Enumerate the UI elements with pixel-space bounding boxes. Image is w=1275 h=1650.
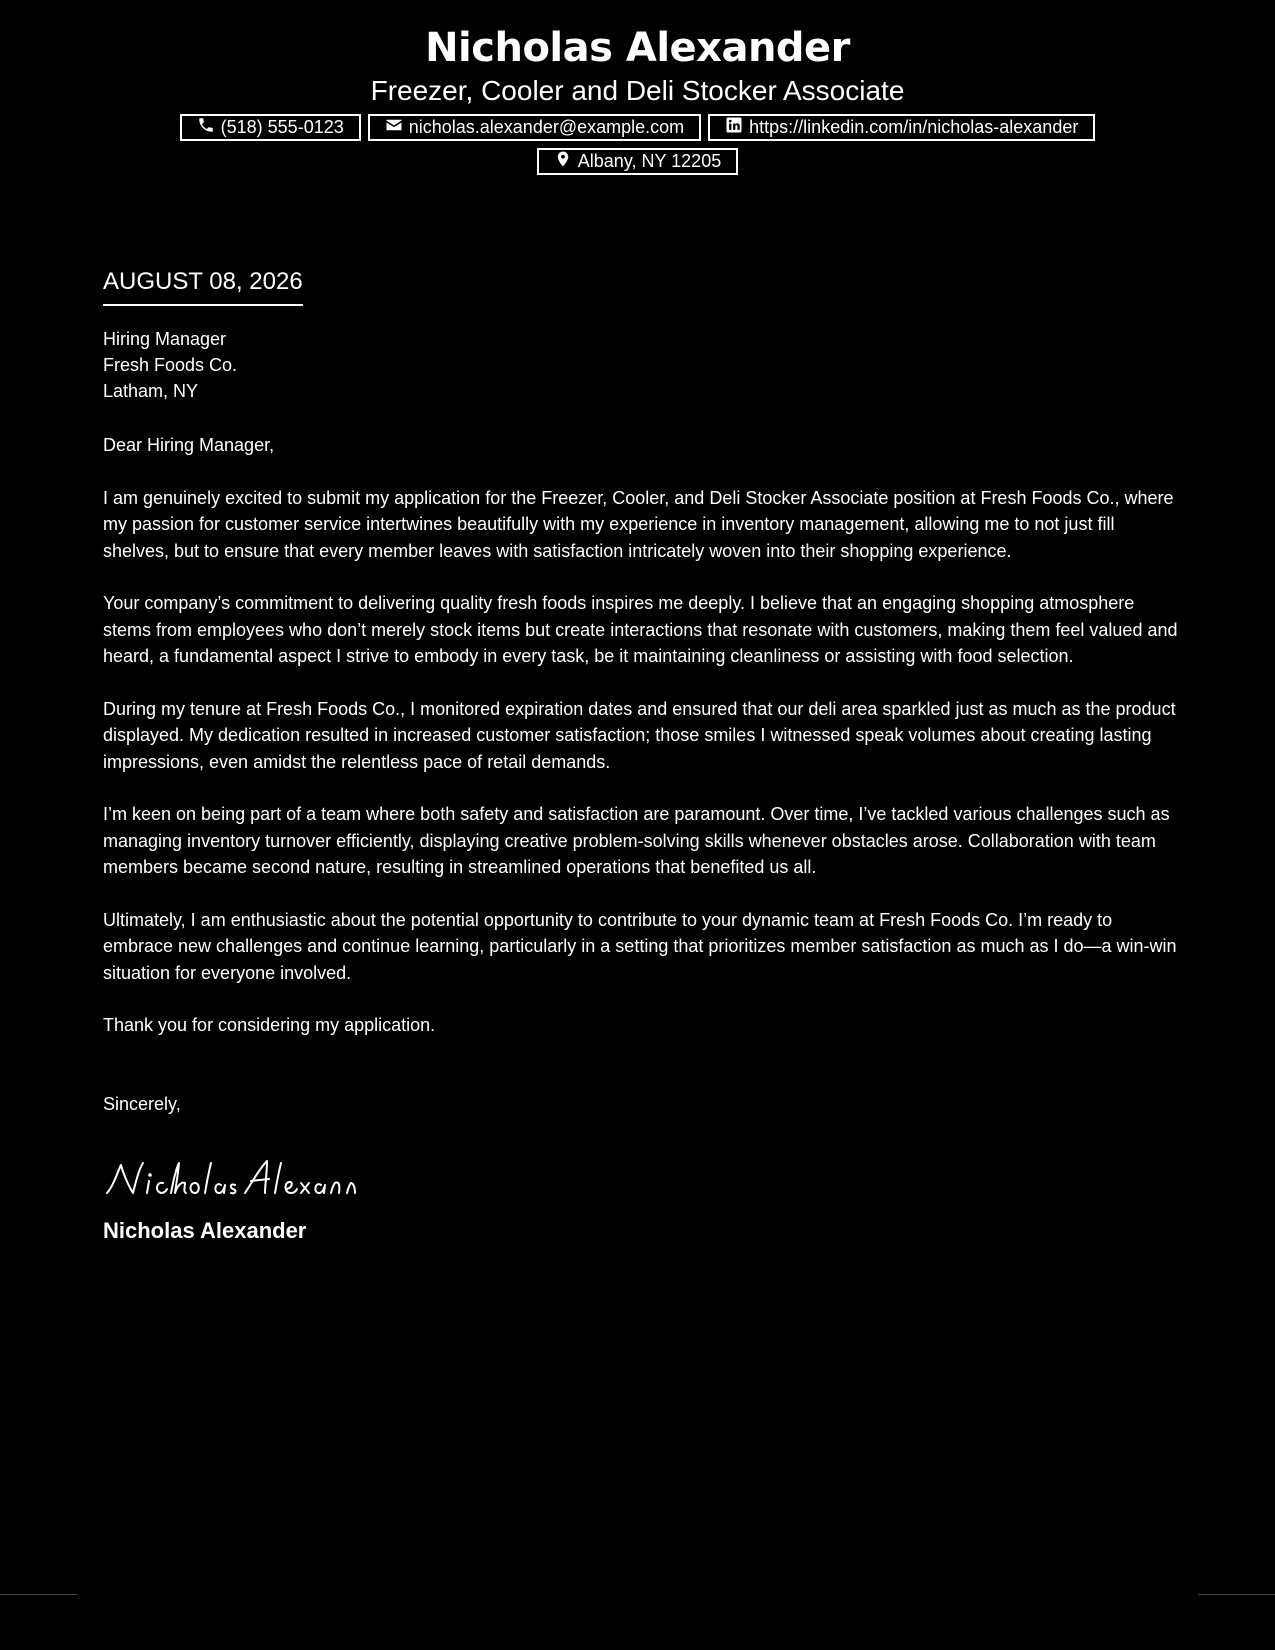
letter-date: AUGUST 08, 2026 bbox=[103, 268, 303, 306]
contact-row-1 bbox=[0, 114, 1275, 141]
linkedin-chip[interactable] bbox=[708, 114, 1095, 141]
email-chip[interactable] bbox=[368, 114, 701, 141]
location-text: Albany, NY 12205 bbox=[577, 151, 722, 171]
paragraph-2: Your company’s commitment to delivering quality fresh foods inspires me deeply. I believe that an engaging shopping atmosphere stems from employees who don’t merely stock items but create interactions that resonate with customers, making them feel valued and heard, a fundamental aspect I strive to embody in every task, be it maintaining cleanliness or assisting with food selection. bbox=[103, 593, 1178, 666]
paragraph-1: I am genuinely excited to submit my application for the Freezer, Cooler, and Deli Stocker Associate position at Fresh Foods Co., where my passion for customer service intertwines beautifully with my experience in inventory management, allowing me to not just fill shelves, but to ensure that every member leaves with satisfaction intricately woven into their shopping experience. bbox=[103, 487, 1174, 561]
recipient-block bbox=[103, 326, 1178, 404]
letter-body bbox=[103, 268, 1178, 1245]
recipient-title: Hiring Manager bbox=[103, 329, 227, 349]
phone-chip[interactable] bbox=[180, 114, 361, 141]
email-text: nicholas.alexander@example.com bbox=[408, 117, 685, 137]
applicant-role: Freezer, Cooler and Deli Stocker Associate bbox=[370, 75, 905, 106]
phone-text: (518) 555-0123 bbox=[220, 117, 344, 137]
footer-divider-right bbox=[1198, 1594, 1275, 1595]
linkedin-text: https://linkedin.com/in/nicholas-alexander bbox=[749, 117, 1079, 137]
paragraph-4: I’m keen on being part of a team where both safety and satisfaction are paramount. Over time, I’ve tackled various challenges such as managing inventory turnover efficiently, displaying creative problem-solving skills whenever obstacles arose. Collaboration with team members became second nature, resulting in streamlined operations that benefited us all. bbox=[103, 804, 1170, 877]
paragraph-5: Ultimately, I am enthusiastic about the potential opportunity to contribute to your dynamic team at Fresh Foods Co. I’m ready to embrace new challenges and continue learning, particularly in a setting that prioritizes member satisfaction as much as I do—a win-win situation for everyone involved. bbox=[103, 909, 1177, 983]
signer-name: Nicholas Alexander bbox=[103, 1218, 307, 1243]
contact-row-2 bbox=[0, 148, 1275, 175]
signature-image bbox=[103, 1147, 1178, 1207]
salutation: Dear Hiring Manager, bbox=[103, 435, 275, 455]
paragraph-6: Thank you for considering my application. bbox=[103, 1015, 436, 1035]
location-chip bbox=[537, 148, 738, 175]
footer-divider-left bbox=[0, 1594, 77, 1595]
closing: Sincerely, bbox=[103, 1093, 181, 1114]
recipient-location: Latham, NY bbox=[103, 381, 199, 401]
linkedin-icon bbox=[725, 116, 743, 139]
paragraph-3: During my tenure at Fresh Foods Co., I monitored expiration dates and ensured that our deli area sparkled just as much as the product displayed. My dedication resulted in increased customer satisfaction; those smiles I witnessed speak volumes about creating lasting impressions, even amidst the relentless pace of retail demands. bbox=[103, 698, 1176, 772]
letter-header bbox=[0, 22, 1275, 182]
map-marker-icon bbox=[554, 150, 572, 173]
recipient-company: Fresh Foods Co. bbox=[103, 355, 238, 375]
phone-icon bbox=[197, 116, 215, 139]
applicant-name: Nicholas Alexander bbox=[425, 25, 850, 71]
envelope-icon bbox=[385, 116, 403, 139]
